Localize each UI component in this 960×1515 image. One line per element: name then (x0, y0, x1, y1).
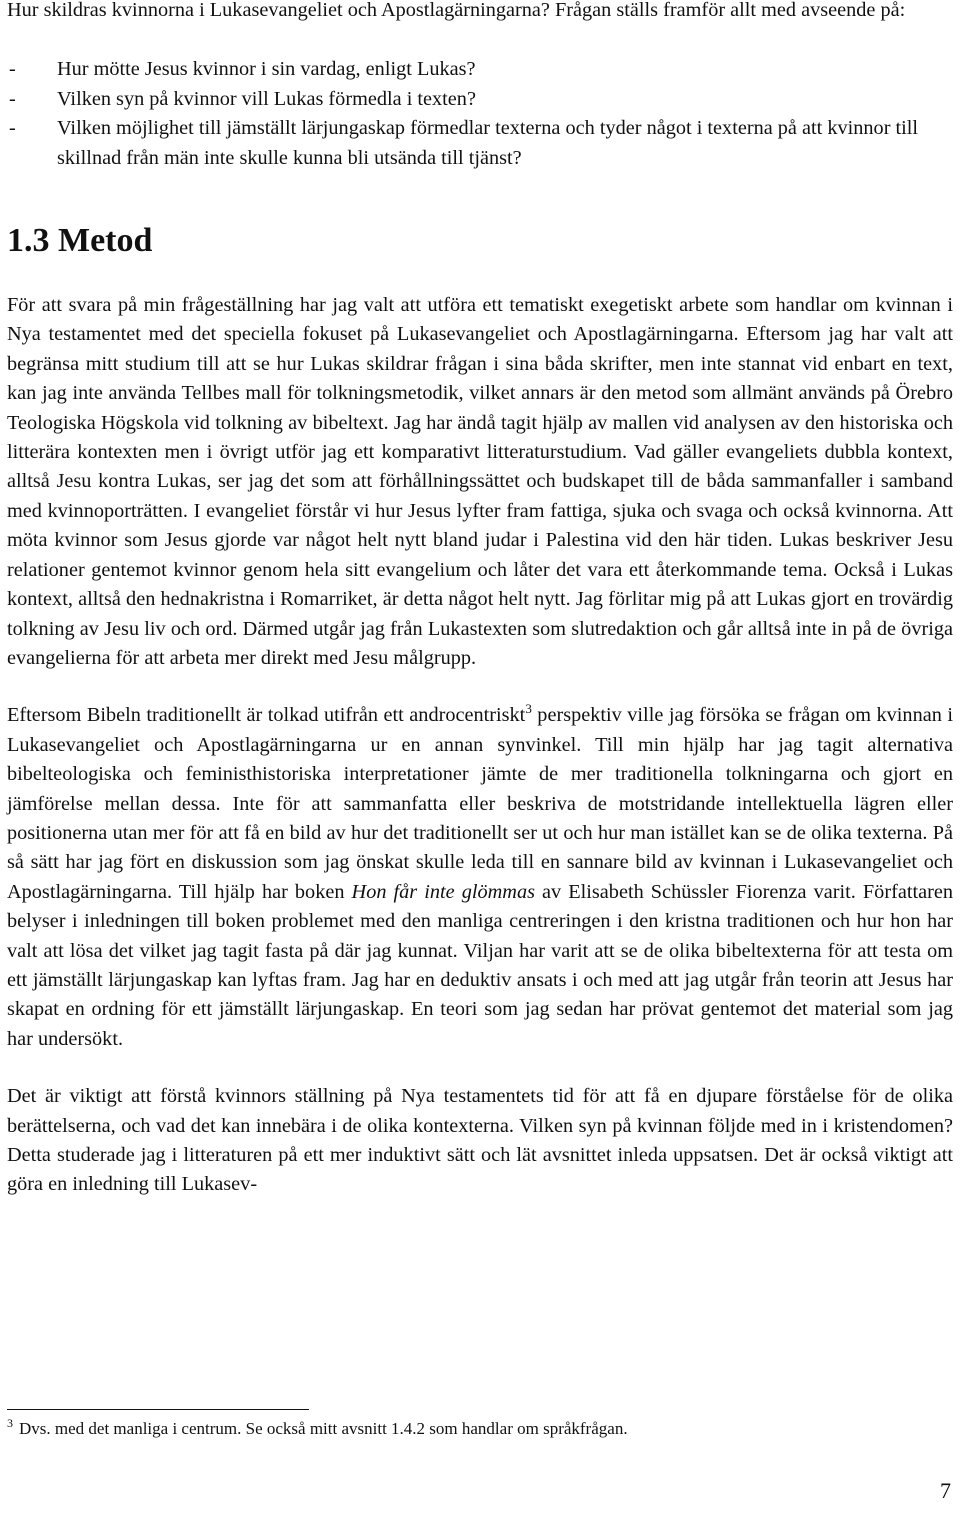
question-text: Vilken syn på kvinnor vill Lukas förmedla i texten? (57, 87, 476, 110)
question-text: Hur mötte Jesus kvinnor i sin vardag, enligt Lukas? (57, 58, 476, 81)
footnote-reference[interactable]: 3 (525, 701, 532, 717)
document-page (7, 0, 953, 1200)
method-paragraph-2 (7, 701, 953, 1054)
question-text: Vilken möjlighet till jämställt lärjungaskap förmedlar texterna och tyder något i texterna på att kvinnor till skillnad från män inte skulle kunna bli utsända till tjänst? (57, 117, 919, 169)
list-item (7, 55, 953, 84)
list-bullet: - (9, 58, 16, 81)
book-title: Hon får inte glömmas (351, 880, 535, 903)
method-paragraph-3: Det är viktigt att förstå kvinnors ställning på Nya testamentets tid för att få en djupare förståelse för de olika berättelserna, och vad det kan innebära i de olika kontexterna. Vilken syn på kvinnan följde med in i kristendomen? Detta studerade jag i litteraturen på ett mer induktivt sätt och lät avsnittet inleda uppsatsen. Det är också viktigt att göra en inledning till Lukasev- (7, 1085, 953, 1196)
paragraph-text: Eftersom Bibeln traditionellt är tolkad utifrån ett androcentriskt (7, 704, 526, 727)
section-heading: 1.3 Metod (7, 222, 153, 260)
method-paragraph-1: För att svara på min frågeställning har jag valt att utföra ett tematiskt exegetiskt arbete som handlar om kvinnan i Nya testamentet med det speciella fokuset på Lukasevangeliet och Apostlagärningarna. Eftersom jag har valt att begränsa mitt studium till att se hur Lukas skildrar frågan i sina båda skrifter, men inte stannat vid enbart en text, kan jag inte använda Tellbes mall för tolkningsmetodik, vilket annars är den metod som allmänt används på Örebro Teologiska Högskola vid tolkning av bibeltext. Jag har ändå tagit hjälp av mallen vid analysen av den historiska och litterära kontexten men i övrigt utför jag ett komparativt litteraturstudium. Vad gäller evangeliets dubbla kontext, alltså Jesu kontra Lukas, ser jag det som att förhållningssättet och budskapet till de båda sammanfaller i samband med kvinnoporträtten. I evangeliet förstår vi hur Jesus lyfter fram fattiga, sjuka och svaga och också kvinnorna. Att möta kvinnor som Jesus gjorde var något helt nytt bland judar i Palestina vid den här tiden. Lukas beskriver Jesu relationer gentemot kvinnor genom hela sitt evangelium och låter det vara ett återkommande tema. Också i Lukas kontext, alltså den hednakristna i Romarriket, är detta något helt nytt. Jag förlitar mig på att Lukas gjort en trovärdig tolkning av Jesu liv och ord. Därmed utgår jag från Lukastexten som slutredaktion och går alltså inte in på de övriga evangelierna för att arbeta mer direkt med Jesu målgrupp. (7, 294, 953, 669)
list-item (7, 85, 953, 114)
footnote-divider (7, 1409, 309, 1410)
paragraph-text: av Elisabeth Schüssler Fiorenza varit. Författaren belyser i inledningen till boken problemet med den manliga centreringen i den kristna traditionen och hur hon har valt att lösa det vilket jag tagit fasta på där jag kunnat. Viljan har varit att se de olika bibeltexterna för att testa om ett jämställt lärjungaskap kan lyftas fram. Jag har en deduktiv ansats i och med att jag utgår från teorin att Jesus har skapat en ordning för ett jämställt lärjungaskap. En teori som jag sedan har prövat gentemot det material som jag har undersökt. (7, 880, 953, 1050)
page-number: 7 (940, 1478, 951, 1503)
list-bullet: - (9, 87, 16, 110)
footnote-mark: 3 (7, 1416, 13, 1431)
list-bullet: - (9, 117, 16, 140)
research-questions-list (7, 55, 953, 173)
list-item (7, 114, 953, 173)
footnote-text: Dvs. med det manliga i centrum. Se också mitt avsnitt 1.4.2 som handlar om språkfrågan. (19, 1419, 628, 1438)
footnote (7, 1418, 628, 1440)
intro-paragraph: Hur skildras kvinnorna i Lukasevangeliet och Apostlagärningarna? Frågan ställs framför allt med avseende på: (7, 0, 906, 21)
paragraph-text: perspektiv ville jag försöka se frågan om kvinnan i Lukasevangeliet och Apostlagärningarna ur en annan synvinkel. Till min hjälp har jag tagit alternativa bibelteologiska och feministhistoriska interpretationer jämte de mer traditionella tolkningarna och gjort en jämförelse mellan dessa. Inte för att sammanfatta eller beskriva de motstridande intellektuella lägren eller positionerna utan mer för att få en bild av hur det traditionellt ser ut och hur man istället kan se de olika texterna. På så sätt har jag fört en diskussion som jag önskat skulle leda till en sannare bild av kvinnan i Lukasevangeliet och Apostlagärningarna. Till hjälp har boken (7, 704, 953, 903)
